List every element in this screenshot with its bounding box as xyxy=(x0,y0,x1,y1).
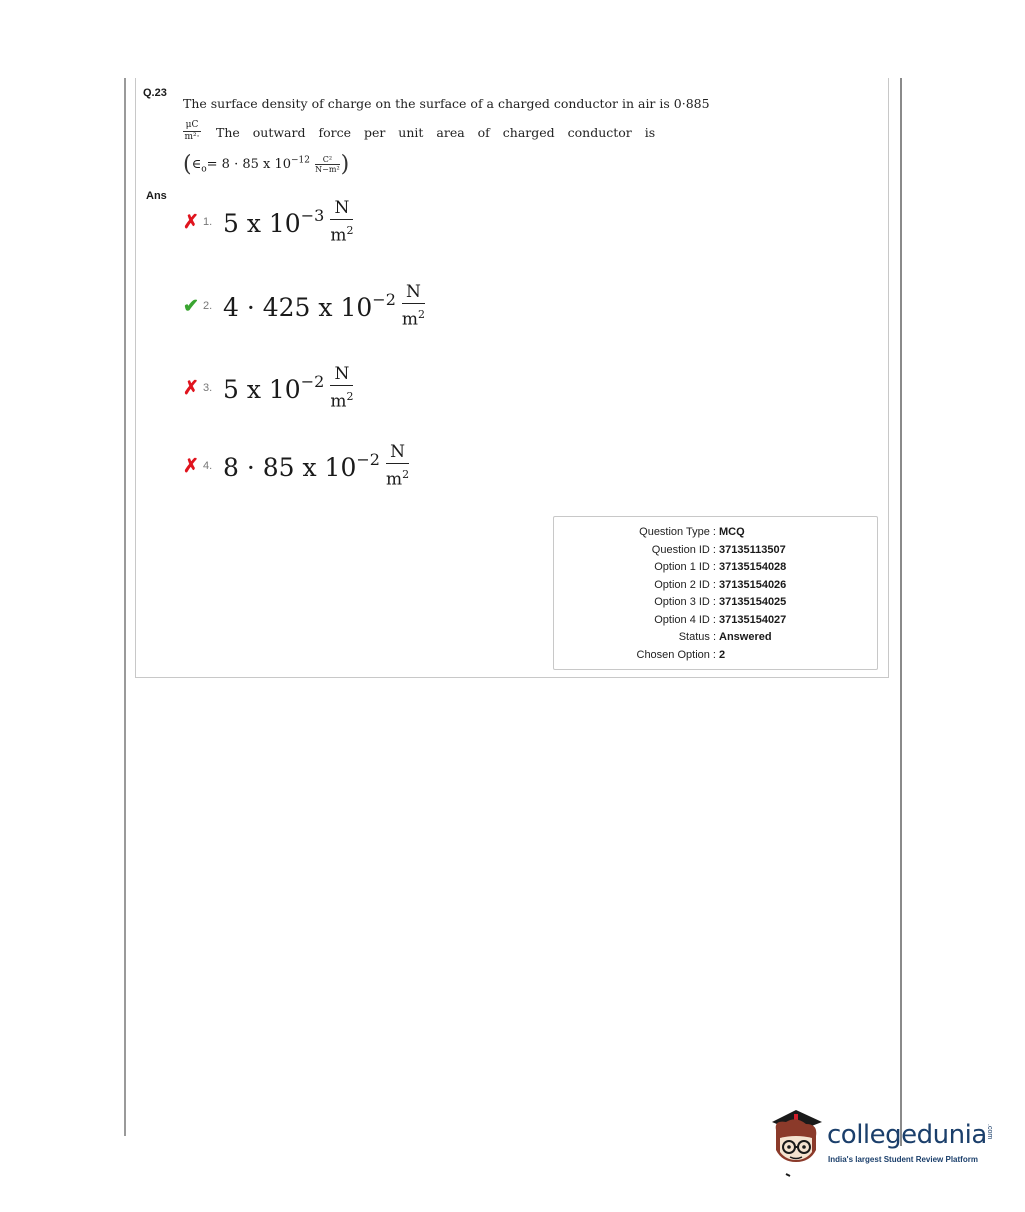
option-mantissa: 8 · 85 x 10 xyxy=(223,453,357,483)
option-number: 4. xyxy=(203,460,213,473)
option-2[interactable] xyxy=(183,282,425,331)
unit-base: m xyxy=(330,391,347,412)
option-unit xyxy=(402,282,425,331)
unit-exponent: 2 xyxy=(346,390,354,403)
option-number: 1. xyxy=(203,216,213,229)
unit-numerator: N xyxy=(386,442,409,464)
question-text-line1: The surface density of charge on the surface of a charged conductor in air is 0·885 xyxy=(183,96,710,111)
unit-numerator: N xyxy=(330,198,353,220)
epsilon-exponent: −12 xyxy=(291,155,311,166)
option-exponent: −2 xyxy=(356,450,380,470)
unit-base: m xyxy=(401,309,418,330)
unit-denominator xyxy=(330,220,353,247)
option-expression xyxy=(223,372,324,404)
info-value: 2 xyxy=(719,649,726,661)
wrong-mark-icon: ✗ xyxy=(183,377,199,400)
option-4[interactable] xyxy=(183,442,409,491)
unit-denominator xyxy=(386,464,409,491)
option-1[interactable] xyxy=(183,198,353,247)
option-3[interactable] xyxy=(183,364,353,413)
info-value: 37135154025 xyxy=(719,596,787,608)
option-expression xyxy=(223,290,396,322)
info-key: Status : xyxy=(678,631,716,643)
question-text-line2: The outward force per unit area of charged conductor is xyxy=(216,125,656,140)
unit-denominator xyxy=(330,386,353,413)
info-value: 37135154026 xyxy=(719,579,787,591)
check-mark-icon: ✔ xyxy=(183,295,199,318)
unit-denominator xyxy=(402,304,425,331)
option-mantissa: 5 x 10 xyxy=(223,375,301,405)
option-expression xyxy=(223,206,324,238)
epsilon-unit xyxy=(315,155,340,174)
epsilon-unit-num: C² xyxy=(315,155,340,165)
epsilon-unit-den: N−m² xyxy=(315,165,340,174)
left-paren: ( xyxy=(183,152,192,177)
option-unit xyxy=(386,442,409,491)
unit-denominator: m²· xyxy=(184,132,200,142)
epsilon-symbol: ∈ xyxy=(191,157,202,172)
unit-base: m xyxy=(385,469,403,490)
brand-mascot-icon xyxy=(766,1100,828,1180)
info-value: 37135154027 xyxy=(719,614,787,626)
brand-tagline: India's largest Student Review Platform xyxy=(828,1155,978,1164)
unit-exponent: 2 xyxy=(418,308,425,321)
unit-numerator: μC xyxy=(185,120,199,130)
info-key: Option 2 ID : xyxy=(654,579,716,591)
option-number: 2. xyxy=(203,300,213,313)
brand-suffix: .com xyxy=(986,1124,993,1140)
info-key: Question ID : xyxy=(651,544,716,556)
info-value: 37135154028 xyxy=(719,561,787,573)
right-paren: ) xyxy=(340,152,350,177)
info-key: Question Type : xyxy=(639,526,716,538)
unit-numerator: N xyxy=(330,364,353,386)
unit-exponent: 2 xyxy=(346,224,354,237)
info-value: MCQ xyxy=(719,526,745,538)
epsilon-sub: o xyxy=(201,164,207,175)
info-value: Answered xyxy=(719,631,772,643)
option-unit xyxy=(330,198,353,247)
info-key: Chosen Option : xyxy=(636,649,716,661)
option-exponent: −2 xyxy=(300,372,325,392)
option-mantissa: 5 x 10 xyxy=(223,209,301,239)
option-exponent: −2 xyxy=(372,290,396,310)
unit-base: m xyxy=(330,225,347,246)
option-unit xyxy=(330,364,353,413)
brand-name: collegedunia xyxy=(827,1120,987,1150)
permittivity-line xyxy=(183,152,349,177)
info-key: Option 4 ID : xyxy=(654,614,716,626)
answer-label: Ans xyxy=(146,190,167,202)
epsilon-value: = 8 · 85 x 10 xyxy=(206,157,292,172)
page-left-rule xyxy=(124,78,126,1136)
unit-exponent: 2 xyxy=(402,468,410,481)
unit-numerator: N xyxy=(402,282,425,304)
wrong-mark-icon: ✗ xyxy=(183,455,199,478)
info-key: Option 3 ID : xyxy=(654,596,716,608)
question-number: Q.23 xyxy=(143,87,167,99)
option-expression xyxy=(223,450,380,482)
page-right-rule xyxy=(900,78,902,1146)
option-number: 3. xyxy=(203,382,213,395)
info-value: 37135113507 xyxy=(719,544,786,556)
option-mantissa: 4 · 425 x 10 xyxy=(223,293,373,323)
charge-density-unit xyxy=(183,121,201,142)
info-key: Option 1 ID : xyxy=(654,561,716,573)
question-info-panel xyxy=(553,516,878,670)
option-exponent: −3 xyxy=(300,206,325,226)
wrong-mark-icon: ✗ xyxy=(183,211,199,234)
